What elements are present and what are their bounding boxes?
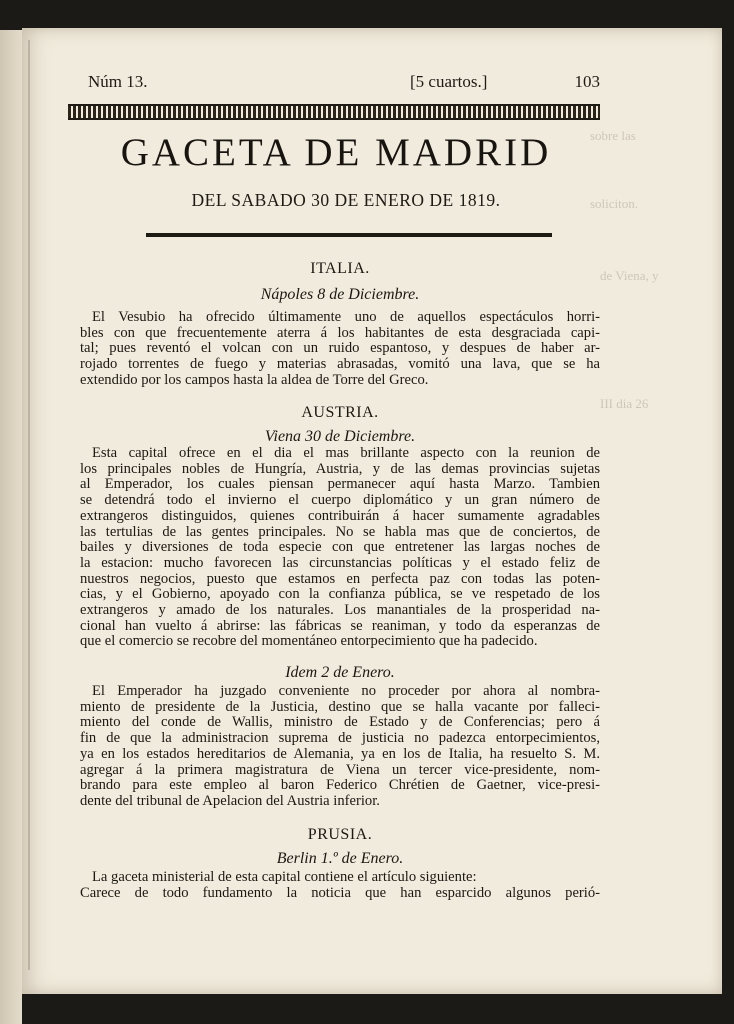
dateline-viena: Viena 30 de Diciembre. <box>264 428 416 445</box>
dateline-berlin: Berlin 1.º de Enero. <box>276 850 404 867</box>
article-austria <box>80 446 600 650</box>
section-heading-prusia: PRUSIA. <box>307 826 373 843</box>
dateline-napoles: Nápoles 8 de Diciembre. <box>260 286 420 303</box>
text-line: La gaceta ministerial de esta capital contiene el artículo siguiente: <box>92 869 477 885</box>
article-italia <box>80 310 600 389</box>
issue-number: Núm 13. <box>88 72 148 91</box>
page-header <box>88 72 600 96</box>
ornamental-rule <box>68 104 600 120</box>
article-prusia <box>80 870 600 901</box>
show-through-text: soliciton. <box>590 196 639 211</box>
text-line: la estacion: mucho favorecen las circunstancias políticas y el estado feliz de <box>80 554 600 571</box>
masthead-divider <box>146 233 552 237</box>
article-austria-2 <box>80 684 600 810</box>
text-line: cional han vuelto á abrirse: las fábricas se reaniman, y todo da esperanzas de <box>80 617 600 634</box>
text-line: miento del conde de Wallis, ministro de Estado y de Conferencias; pero á <box>80 714 600 731</box>
show-through-text: de Viena, y <box>600 268 659 283</box>
show-through-text: III dia 26 <box>600 396 649 411</box>
text-line: bailes y diversiones de toda especie con que entretener las largas noches de <box>80 539 600 556</box>
text-line: que el comercio se recobre del momentáneo entorpecimiento que ha padecido. <box>80 633 538 650</box>
text-line: fin de que la administracion suprema de justicia no padezca entorpecimientos, <box>80 730 600 747</box>
text-line: brando para este empleo al baron Federico Chrétien de Gaetner, vice-presi- <box>80 777 600 794</box>
text-line: se detendrá todo el invierno el cuerpo diplomático y un gran número de <box>80 492 600 509</box>
text-line: extrangeros y amado de los naturales. Los manantiales de la prosperidad na- <box>80 602 600 619</box>
text-line: agregar á la primera magistratura de Viena un tercer vice-presidente, nom- <box>80 761 600 778</box>
text-line: los principales nobles de Hungría, Austria, y de las demas provincias sujetas <box>80 460 600 477</box>
page-gutter <box>28 40 30 970</box>
text-line: miento de presidente de la Justicia, destino que se halla vacante por falleci- <box>80 698 600 715</box>
masthead-date: DEL SABADO 30 DE ENERO DE 1819. <box>191 190 501 210</box>
text-line: tal; pues reventó el volcan con un ruido espantoso, y despues de haber ar- <box>80 340 600 357</box>
page-number: 103 <box>574 72 600 91</box>
section-heading-italia: ITALIA. <box>310 260 370 277</box>
dateline-idem: Idem 2 de Enero. <box>285 664 395 681</box>
masthead-title: GACETA DE MADRID <box>120 131 552 174</box>
text-line: extrangeros distinguidos, quienes contribuirán á hacer sumamente agradables <box>80 507 600 524</box>
text-line: rojado torrentes de fuego y materias abrasadas, vomitó una lava, que se ha <box>80 356 600 373</box>
show-through-text: sobre las <box>590 128 636 143</box>
text-line: Esta capital ofrece en el dia el mas brillante aspecto con la reunion de <box>92 445 600 461</box>
issue-price: [5 cuartos.] <box>410 72 488 91</box>
text-line: El Vesubio ha ofrecido últimamente uno de aquellos espectáculos horri- <box>92 309 600 325</box>
text-line: nuestros negocios, puesto que estamos en perfecta paz con todas las poten- <box>80 570 600 587</box>
text-line: bles con que frecuentemente aterra á los habitantes de esta desgraciada capi- <box>80 324 600 341</box>
text-line: al Emperador, los cuales piensan permanecer aquí hasta Marzo. Tambien <box>80 476 600 493</box>
section-heading-austria: AUSTRIA. <box>301 404 379 421</box>
text-line: ya en los estados hereditarios de Alemania, ya en los de Italia, ha resuelto S. M. <box>80 745 600 762</box>
text-line: cias, y el Gobierno, apoyado con la confianza pública, se ve respetado de los <box>80 586 600 603</box>
text-line: El Emperador ha juzgado conveniente no proceder por ahora al nombra- <box>92 683 600 699</box>
text-line: las tertulias de las gentes principales. No se habla mas que de conciertos, de <box>80 523 600 540</box>
facing-page-edge <box>0 30 22 1024</box>
text-line: dente del tribunal de Apelacion del Austria inferior. <box>80 792 380 809</box>
text-line: extendido por los campos hasta la aldea de Torre del Greco. <box>80 371 429 388</box>
text-line: Carece de todo fundamento la noticia que han esparcido algunos perió- <box>80 884 600 901</box>
